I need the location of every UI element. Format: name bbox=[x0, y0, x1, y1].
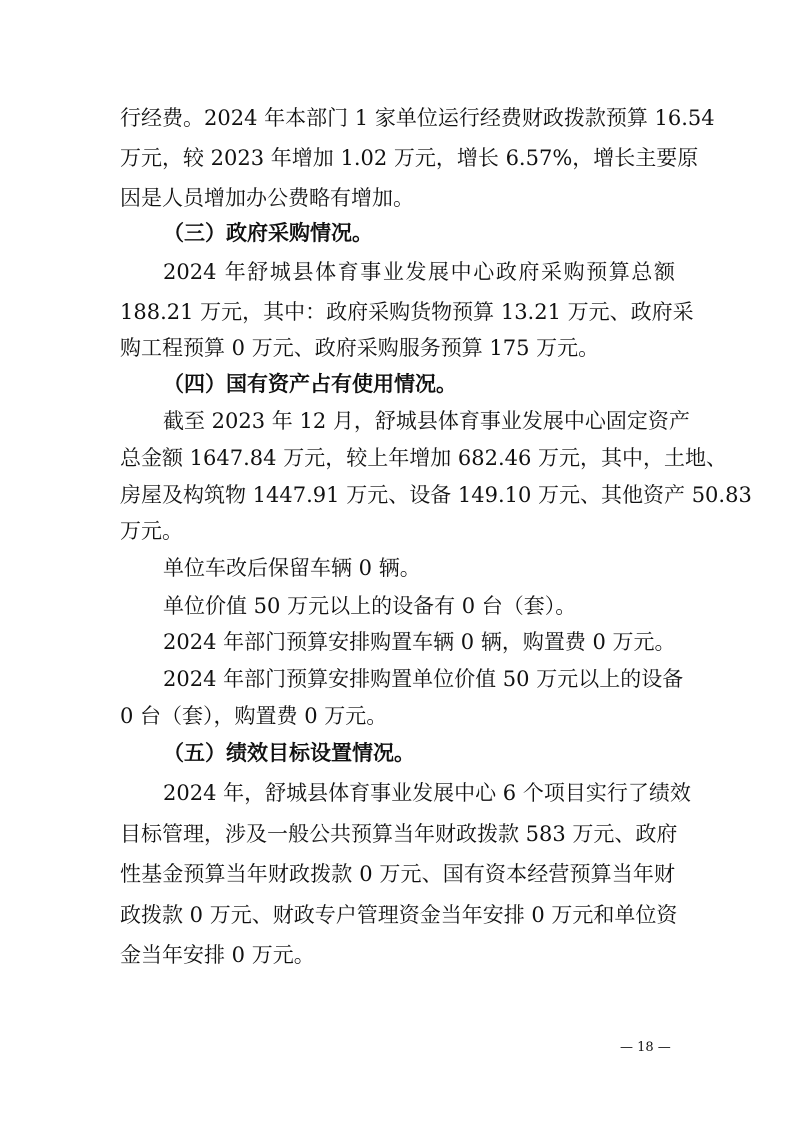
paragraph-line: 万元，较 2023 年增加 1.02 万元，增长 6.57%，增长主要原 bbox=[120, 146, 699, 170]
paragraph-line: 单位车改后保留车辆 0 辆。 bbox=[163, 556, 421, 580]
paragraph-line: 性基金预算当年财政拨款 0 万元、国有资本经营预算当年财 bbox=[120, 862, 675, 886]
paragraph-line: 2024 年舒城县体育事业发展中心政府采购预算总额 bbox=[163, 260, 675, 284]
section-heading-state-assets: （四）国有资产占有使用情况。 bbox=[163, 372, 457, 396]
paragraph-line: 2024 年部门预算安排购置单位价值 50 万元以上的设备 bbox=[163, 667, 684, 691]
paragraph-line: 房屋及构筑物 1447.91 万元、设备 149.10 万元、其他资产 50.83 bbox=[120, 483, 752, 507]
paragraph-line: 2024 年部门预算安排购置车辆 0 辆，购置费 0 万元。 bbox=[163, 630, 676, 654]
paragraph-line: 行经费。2024 年本部门 1 家单位运行经费财政拨款预算 16.54 bbox=[120, 106, 715, 130]
paragraph-line: 金当年安排 0 万元。 bbox=[120, 943, 315, 967]
page-number: — 18 — bbox=[620, 1040, 671, 1055]
paragraph-line: 总金额 1647.84 万元，较上年增加 682.46 万元，其中，土地、 bbox=[120, 446, 728, 470]
paragraph-line: 单位价值 50 万元以上的设备有 0 台（套）。 bbox=[163, 594, 577, 618]
paragraph-line: 2024 年，舒城县体育事业发展中心 6 个项目实行了绩效 bbox=[163, 781, 691, 805]
paragraph-line: 188.21 万元，其中：政府采购货物预算 13.21 万元、政府采 bbox=[120, 300, 694, 324]
paragraph-line: 0 台（套），购置费 0 万元。 bbox=[120, 704, 388, 728]
paragraph-line: 因是人员增加办公费略有增加。 bbox=[120, 186, 414, 210]
paragraph-line: 政拨款 0 万元、财政专户管理资金当年安排 0 万元和单位资 bbox=[120, 903, 678, 927]
paragraph-line: 截至 2023 年 12 月，舒城县体育事业发展中心固定资产 bbox=[163, 409, 690, 433]
paragraph-line: 万元。 bbox=[120, 519, 183, 543]
section-heading-performance-goals: （五）绩效目标设置情况。 bbox=[163, 741, 415, 765]
paragraph-line: 购工程预算 0 万元、政府采购服务预算 175 万元。 bbox=[120, 336, 600, 360]
paragraph-line: 目标管理，涉及一般公共预算当年财政拨款 583 万元、政府 bbox=[120, 822, 678, 846]
section-heading-procurement: （三）政府采购情况。 bbox=[163, 221, 373, 245]
